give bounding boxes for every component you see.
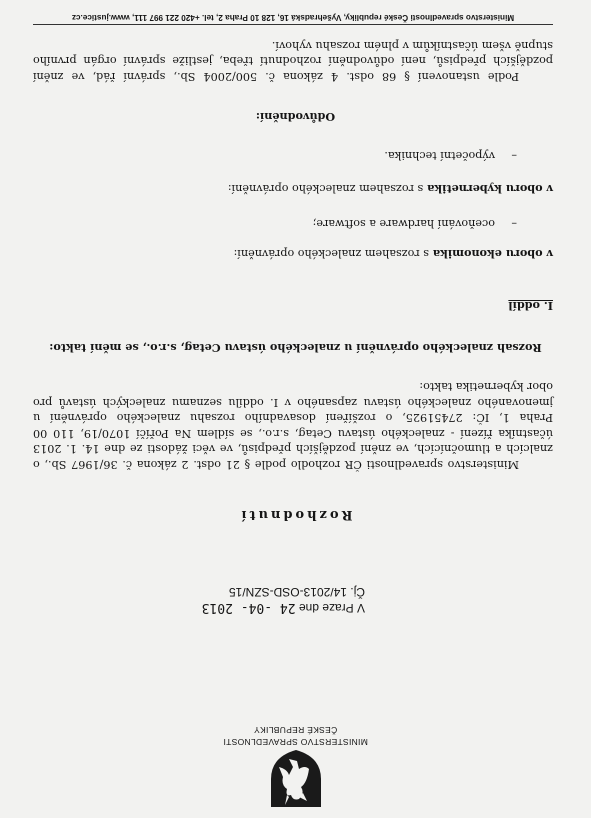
field-kybernetika: [228, 182, 553, 196]
justification-paragraph: [33, 37, 553, 84]
footer-contact: Ministerstvo spravedlnosti České republiky, Vyšehradská 16, 128 10 Praha 2, tel. +420 221 997 111, www.justice.cz: [33, 13, 553, 25]
handwritten-date: 24 -04- 2013: [201, 600, 296, 615]
field-item-ekonomika: [313, 217, 517, 230]
ministry-name: MINISTERSTVO SPRAVEDLNOSTI: [223, 737, 368, 747]
dash-icon: –: [511, 217, 517, 230]
field-prefix: v oboru: [505, 247, 553, 261]
decision-text: Ministerstvo spravedlnosti ČR rozhodlo podle § 21 odst. 2 zákona č. 36/1967 Sb., o znalcích a tlumočnících, ve znění pozdějších předpisů, ve věci žádosti ze dne 14. 1. 2013 účastníka řízení - znaleckého ústavu Cetag, s.r.o., se sídlem Na Poříčí 1070/19, 110 00 Praha 1, IČ: 27451925, o rozšíření dosavadního rozsahu znaleckého oprávnění u jmenovaného znaleckého ústavu zapsaného v I. oddílu seznamu znaleckých ústavů pro obor kybernetika takto:: [33, 380, 553, 471]
field-item-kybernetika: [384, 149, 517, 162]
scope-heading: Rozsah znaleckého oprávnění u znaleckého ústavu Cetag, s.r.o., se mění takto:: [49, 341, 542, 355]
field-name: kybernetika: [427, 182, 502, 196]
justification-text: Podle ustanovení § 68 odst. 4 zákona č. 500/2004 Sb., správní řád, ve znění pozdějších předpisů, není odůvodnění rozhodnutí třeba, jestliže správní orgán prvního stupně všem účastníkům v plném rozsahu vyhoví.: [33, 38, 553, 83]
field-scope: s rozsahem znaleckého oprávnění:: [227, 182, 424, 195]
decision-title: Rozhodnutí: [238, 507, 353, 522]
justification-heading: Odůvodnění:: [255, 110, 336, 124]
document-date: [202, 600, 365, 615]
field-name: ekonomika: [432, 247, 502, 261]
state-emblem-icon: [263, 747, 329, 813]
field-item-text: oceňování hardware a software;: [312, 217, 495, 230]
ministry-header: [0, 724, 591, 748]
field-item-text: výpočetní technika.: [384, 149, 495, 162]
reference-number: Čj. 14/2013-OSD-SZN/15: [228, 585, 365, 599]
section-heading: I. oddíl: [508, 299, 553, 313]
field-ekonomika: [234, 247, 553, 261]
dash-icon: –: [511, 149, 517, 162]
field-prefix: v oboru: [505, 182, 553, 196]
decision-paragraph: [33, 378, 553, 472]
field-scope: s rozsahem znaleckého oprávnění:: [233, 247, 429, 260]
date-prefix: V Praze dne: [298, 601, 365, 615]
country-name: ČESKÉ REPUBLIKY: [253, 725, 338, 735]
